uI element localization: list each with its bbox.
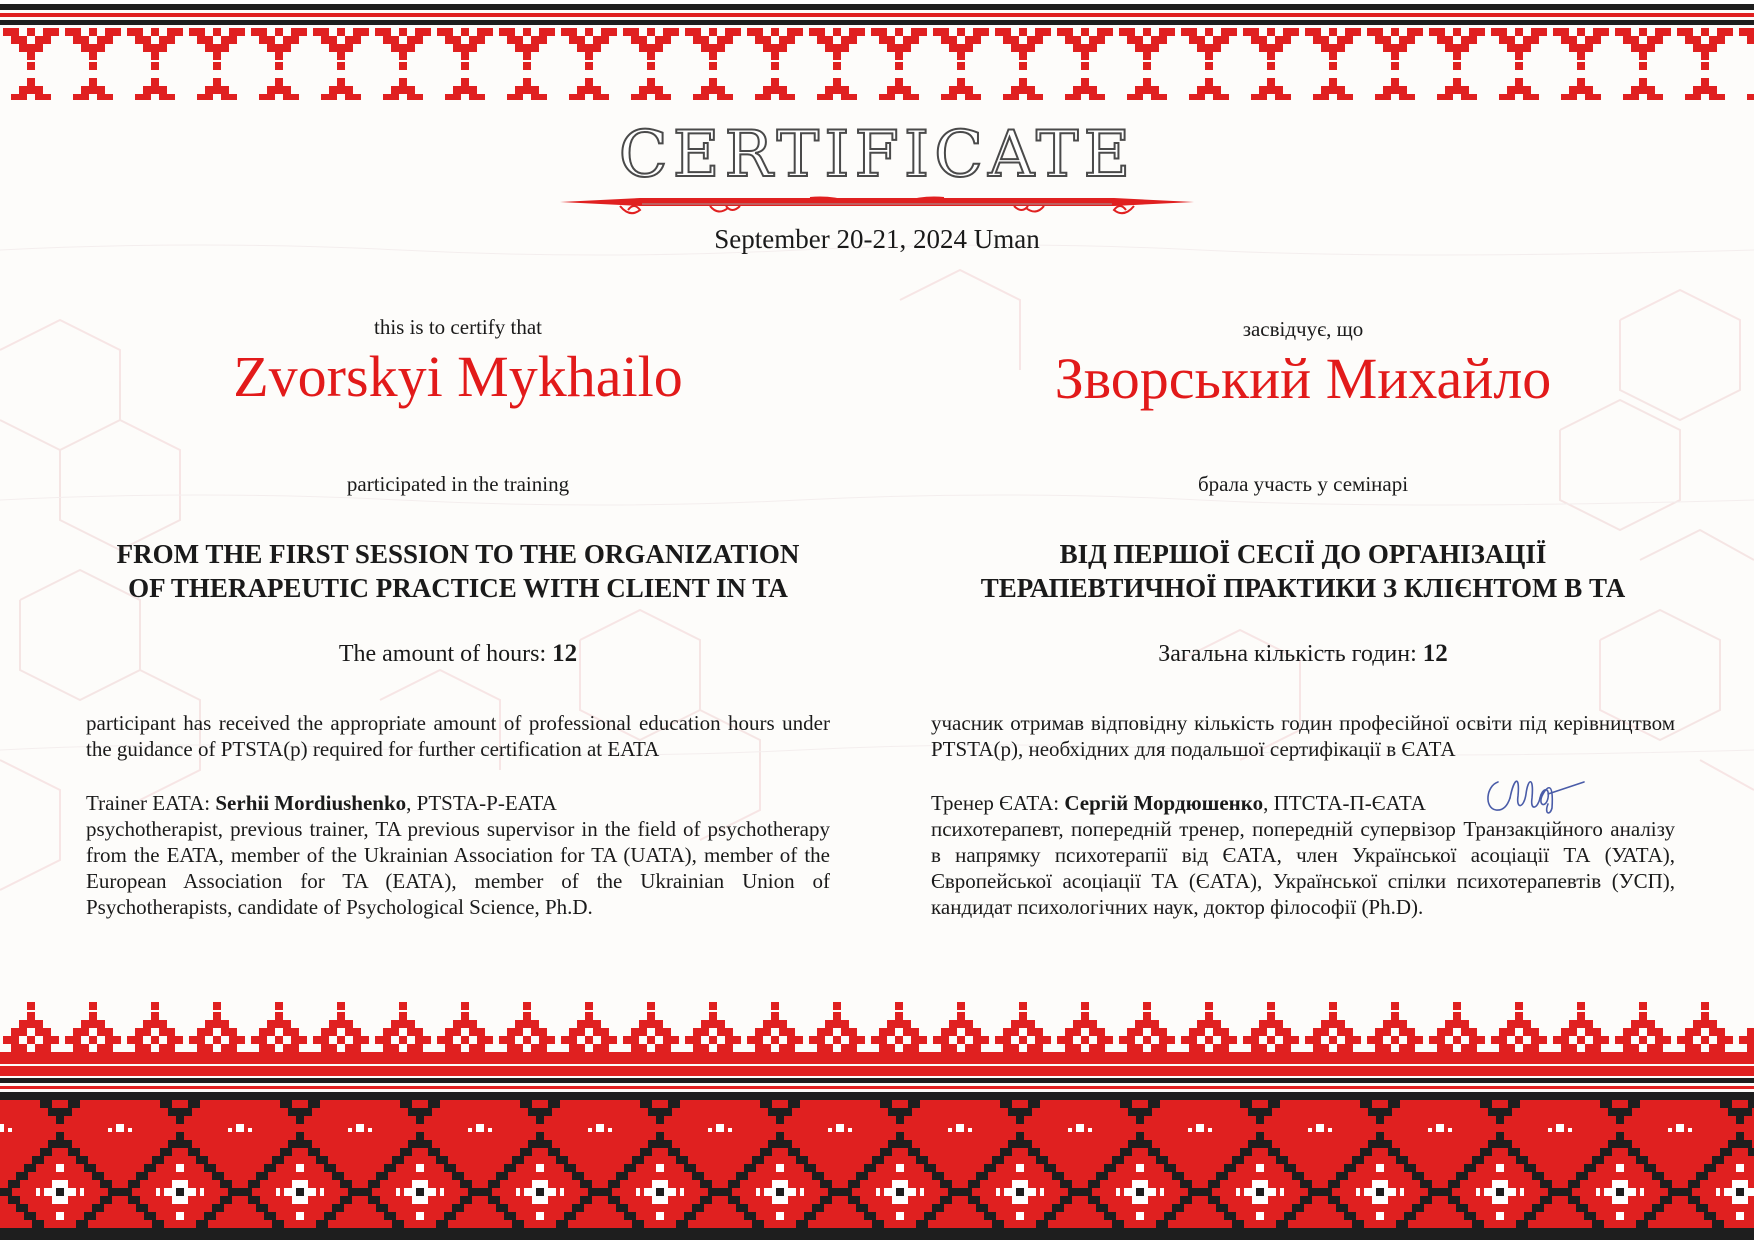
trainer-title: , PTSTA-P-EATA [406, 791, 557, 815]
course-title-line-1: FROM THE FIRST SESSION TO THE ORGANIZATION [116, 539, 800, 569]
trainer-signature [1480, 768, 1590, 818]
course-title-line-2: OF THERAPEUTIC PRACTICE WITH CLIENT IN TA [128, 573, 788, 603]
trainer-prefix: Trainer EATA: [86, 791, 211, 815]
statement-paragraph: participant has received the appropriate amount of professional education hours under the guidance of PTSTA(p) required for further certification at EATA [86, 711, 830, 761]
statement-paragraph: учасник отримав відповідну кількість годин професійної освіти під керівництвом PTSTA(p), необхідних для подальшої сертифікації в ЄАТА [931, 711, 1675, 761]
course-title [86, 537, 830, 605]
course-title-line-2: ТЕРАПЕВТИЧНОЇ ПРАКТИКИ З КЛІЄНТОМ В ТА [980, 573, 1626, 603]
course-title [931, 537, 1675, 605]
hours-line [931, 640, 1675, 668]
english-column [86, 0, 830, 1000]
participated-text: брала участь у семінарі [1197, 472, 1409, 496]
trainer-paragraph [86, 790, 830, 920]
recipient-name: Зворський Михайло [1054, 346, 1552, 411]
trainer-name: Сергій Мордюшенко [1064, 791, 1264, 815]
trainer-prefix: Тренер ЄАТА: [931, 791, 1060, 815]
hours-label: Загальна кількість годин: [1158, 641, 1417, 667]
hours-value: 12 [552, 640, 578, 667]
hours-value: 12 [1422, 640, 1448, 667]
course-title-line-1: ВІД ПЕРШОЇ СЕСІЇ ДО ОРГАНІЗАЦІЇ [1059, 539, 1547, 569]
participated-text: participated in the training [346, 472, 570, 496]
hours-line [86, 640, 830, 668]
date-and-place: September 20-21, 2024 Uman [714, 224, 1040, 254]
recipient-name: Zvorskyi Mykhailo [233, 344, 683, 409]
trainer-name: Serhii Mordiushenko [215, 791, 407, 815]
trainer-bio: psychotherapist, previous trainer, TA previous supervisor in the field of psychotherapy from the EATA, member of the Ukrainian Association for TA (UATA), member of the European Association for TA (EATA), member of the Ukrainian Union of Psychotherapists, candidate of Psychological Science, Ph.D. [86, 817, 830, 919]
ukrainian-column [931, 0, 1675, 1000]
trainer-title: , ПТСТА-П-ЄАТА [1263, 791, 1426, 815]
hours-label: The amount of hours: [338, 641, 547, 667]
trainer-bio: психотерапевт, попередній тренер, попередній супервізор Транзакційного аналізу в напрямку психотерапії від ЄАТА, член Української асоціації ТА (УАТА), Європейської асоціації ТА (ЄАТА), Української спілки психотерапевтів (УСП), кандидат психологічних наук, доктор філософії (Ph.D). [931, 817, 1675, 919]
bottom-ornament-border [0, 1000, 1754, 1240]
certificate-title: CERTIFICATE [618, 118, 1136, 192]
certify-text: this is to certify that [374, 315, 542, 339]
certify-text: засвідчує, що [1242, 317, 1364, 341]
